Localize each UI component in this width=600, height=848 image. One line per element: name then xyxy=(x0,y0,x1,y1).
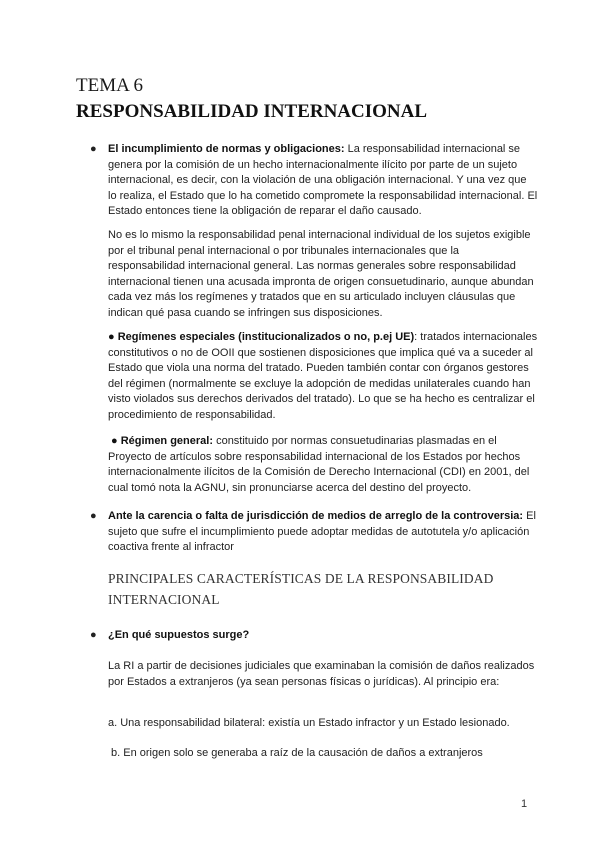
paragraph-heading: El incumplimiento de normas y obligaciones: xyxy=(108,143,345,155)
paragraph-regimenes-especiales xyxy=(108,330,538,423)
paragraph-heading: ● Regímenes especiales (institucionalizados o no, p.ej UE) xyxy=(108,331,415,343)
paragraph-carencia-jurisdiccion xyxy=(108,509,538,556)
bullet-2: ● xyxy=(90,510,97,522)
section-heading: PRINCIPALES CARACTERÍSTICAS DE LA RESPONSABILIDAD INTERNACIONAL xyxy=(108,571,494,607)
paragraph-incumplimiento xyxy=(108,142,538,220)
paragraph-ri-origen xyxy=(108,659,538,690)
bullet-1: ● xyxy=(90,143,97,155)
topic-label: TEMA 6 xyxy=(76,75,144,96)
bullet-3: ● xyxy=(90,629,97,641)
question-heading xyxy=(108,628,538,644)
page-title: RESPONSABILIDAD INTERNACIONAL xyxy=(76,101,428,122)
paragraph-body: La RI a partir de decisiones judiciales que examinaban la comisión de daños realizados por Estados a extranjeros (ya sean personas físicas o jurídicas). Al principio era: xyxy=(108,660,535,688)
paragraph-body: La responsabilidad internacional se genera por la comisión de un hecho internacionalmente ilícito por parte de un sujeto internacional, es decir, con la violación de una obligación internacional. Y una vez que lo realiza, el Estado que lo ha cometido compromete la responsabilidad internacional. El Estado entonces tiene la obligación de reparar el daño causado. xyxy=(108,143,538,217)
list-item-text: a. Una responsabilidad bilateral: existía un Estado infractor y un Estado lesionado. xyxy=(108,717,510,729)
page-number: 1 xyxy=(521,798,528,810)
paragraph-body: El sujeto que sufre el incumplimiento puede adoptar medidas de autotutela y/o aplicación coactiva frente al infractor xyxy=(108,510,536,553)
paragraph-heading: ● Régimen general: xyxy=(111,435,214,447)
paragraph-responsabilidad-penal xyxy=(108,228,538,321)
paragraph-heading: Ante la carencia o falta de jurisdicción de medios de arreglo de la controversia: xyxy=(108,510,524,522)
paragraph-body: : tratados internacionales constitutivos o no de OOII que sostienen disposiciones que implica qué va a suceder al Estado que viola una norma del tratado. Pueden también contar con órganos gestores del régimen (normalmente se excluye la adopción de medidas unilaterales cuando han visto violados sus derechos derivados del tratado). Lo que se ha hecho es centralizar el procedimiento de responsabilidad. xyxy=(108,331,538,421)
list-item-a xyxy=(108,716,558,732)
paragraph-regimen-general xyxy=(108,434,538,496)
paragraph-body: No es lo mismo la responsabilidad penal internacional individual de los sujetos exigible por el tribunal penal internacional o por tribunales internacionales que la responsabilidad internacional general. Las normas generales sobre responsabilidad internacional tienen una acusada impronta de origen consuetudinario, aunque abundan cada vez más los regímenes y tratados que en su articulado incluyen cláusulas que indican qué pasa cuando se infringen sus disposiciones. xyxy=(108,229,534,319)
list-item-text: b. En origen solo se generaba a raíz de la causación de daños a extranjeros xyxy=(111,747,483,759)
question-text: ¿En qué supuestos surge? xyxy=(108,629,250,641)
list-item-b xyxy=(111,746,561,762)
paragraph-body: constituido por normas consuetudinarias plasmadas en el Proyecto de artículos sobre responsabilidad internacional de los Estados por hechos internacionalmente ilícitos de la Comisión de Derecho Internacional (CDI) en 2001, del cual tomó nota la AGNU, sin pronunciarse acerca del destino del proyecto. xyxy=(108,435,530,494)
